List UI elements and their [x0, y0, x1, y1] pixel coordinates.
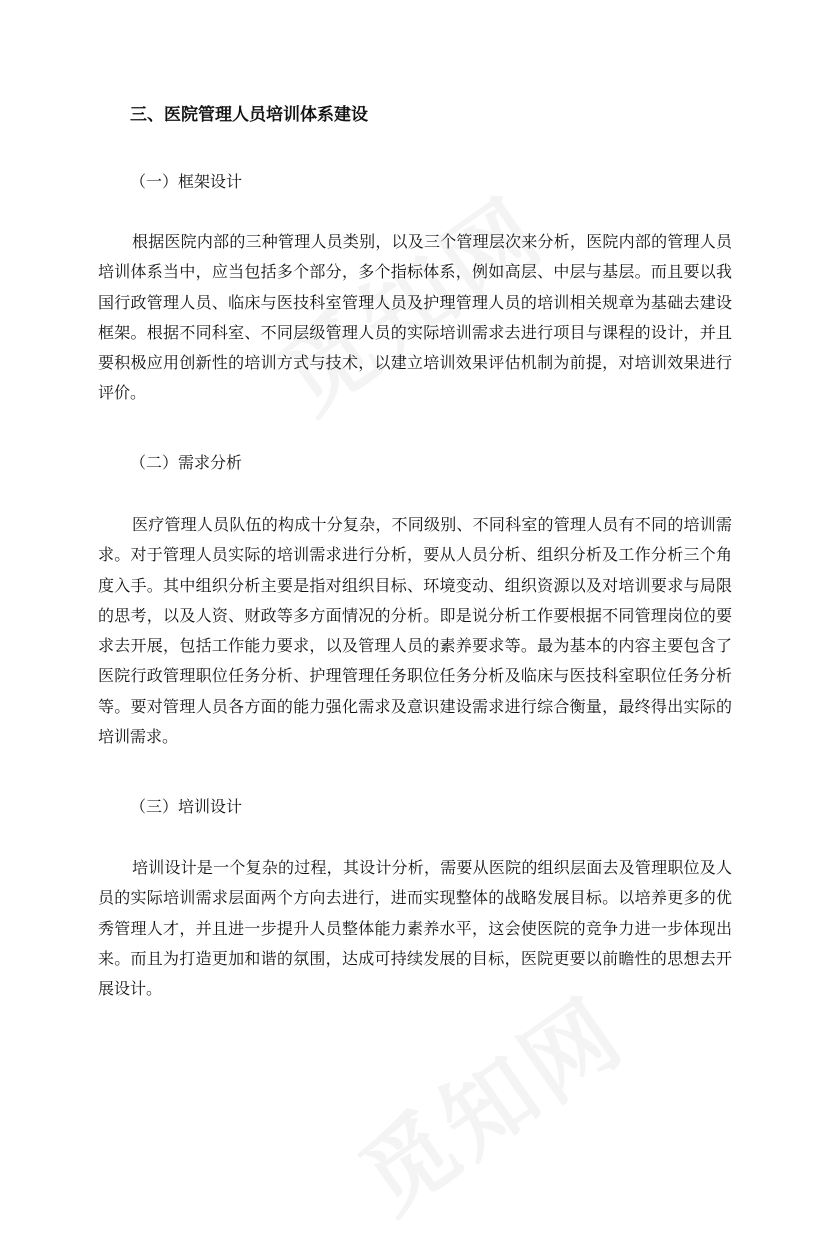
subsection-paragraph-training-design: 培训设计是一个复杂的过程，其设计分析，需要从医院的组织层面去及管理职位及人员的实际培训需求层面两个方向去进行，进而实现整体的战略发展目标。以培养更多的优秀管理人才，并且进一步提升人员整体能力素养水平，这会使医院的竞争力进一步体现出来。而且为打造更加和谐的氛围，达成可持续发展的目标，医院更要以前瞻性的思想去开展设计。	[98, 858, 732, 999]
subsection-paragraph-framework: 根据医院内部的三种管理人员类别，以及三个管理层次来分析，医院内部的管理人员培训体系当中，应当包括多个部分，多个指标体系，例如高层、中层与基层。而且要以我国行政管理人员、临床与医技科室管理人员及护理管理人员的培训相关规章为基础去建设框架。根据不同科室、不同层级管理人员的实际培训需求去进行项目与课程的设计，并且要积极应用创新性的培训方式与技术，以建立培训效果评估机制为前提，对培训效果进行评价。	[98, 232, 732, 403]
subsection-paragraph-needs-analysis: 医疗管理人员队伍的构成十分复杂，不同级别、不同科室的管理人员有不同的培训需求。对于管理人员实际的培训需求进行分析，要从人员分析、组织分析及工作分析三个角度入手。其中组织分析主要是指对组织目标、环境变动、组织资源以及对培训要求与局限的思考，以及人资、财政等多方面情况的分析。即是说分析工作要根据不同管理岗位的要求去开展，包括工作能力要求，以及管理人员的素养要求等。最为基本的内容主要包含了医院行政管理职位任务分析、护理管理任务职位任务分析及临床与医技科室职位任务分析等。要对管理人员各方面的能力强化需求及意识建设需求进行综合衡量，最终得出实际的培训需求。	[98, 515, 732, 747]
subsection-heading-needs-analysis: （二）需求分析	[130, 453, 243, 472]
subsection-heading-training-design: （三）培训设计	[130, 797, 243, 816]
subsection-heading-framework: （一）框架设计	[130, 172, 243, 191]
section-title: 三、医院管理人员培训体系建设	[130, 105, 368, 125]
